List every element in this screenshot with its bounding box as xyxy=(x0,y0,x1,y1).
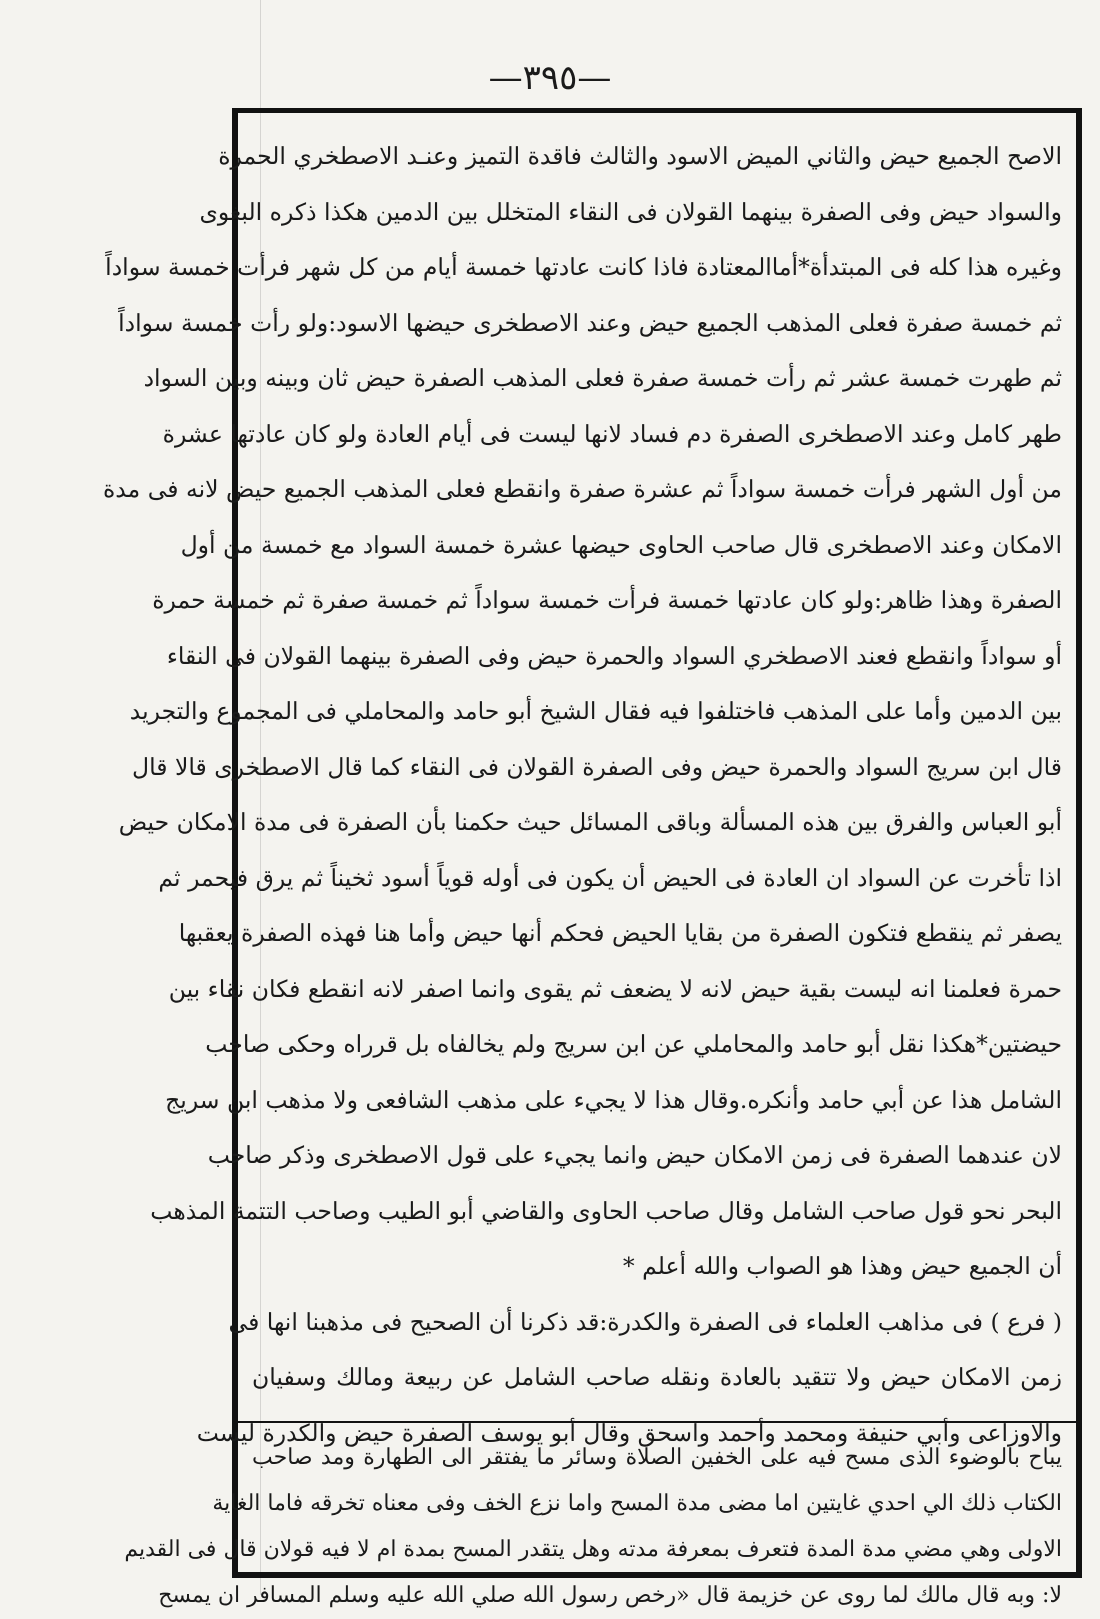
footnote-line: لا: وبه قال مالك لما روى عن خزيمة قال «رخص رسول الله صلي الله عليه وسلم المسافر ان يمسح xyxy=(158,1583,1062,1608)
text-line: قال ابن سريج السواد والحمرة حيض وفى الصفرة القولان فى النقاء كما قال الاصطخرى قالا قال xyxy=(132,752,1062,781)
text-line: ثم خمسة صفرة فعلى المذهب الجميع حيض وعند الاصطخرى حيضها الاسود:ولو رأت خمسة سواداً xyxy=(118,308,1062,337)
text-line: البحر نحو قول صاحب الشامل وقال صاحب الحاوى والقاضي أبو الطيب وصاحب التتمة المذهب xyxy=(150,1196,1062,1225)
footnote-divider xyxy=(238,1421,1076,1423)
text-line: من أول الشهر فرأت خمسة سواداً ثم عشرة صفرة وانقطع فعلى المذهب الجميع حيض لانه فى مدة xyxy=(102,475,1062,503)
footnote-line: الكتاب ذلك الي احدي غايتين اما مضى مدة المسح واما نزع الخف وفى معناه تخرقه فاما الغاية xyxy=(212,1491,1062,1516)
text-line: أو سواداً وانقطع فعند الاصطخري السواد والحمرة حيض وفى الصفرة بينهما القولان فى النقاء xyxy=(166,641,1062,670)
text-line: الشامل هذا عن أبي حامد وأنكره.وقال هذا لا يجيء على مذهب الشافعى ولا مذهب ابن سريج xyxy=(165,1085,1062,1114)
text-line: حيضتين*هكذا نقل أبو حامد والمحاملي عن ابن سريج ولم يخالفاه بل قرراه وحكى صاحب xyxy=(205,1030,1062,1058)
text-line: أن الجميع حيض وهذا هو الصواب والله أعلم * xyxy=(622,1252,1062,1280)
text-line: والسواد حيض وفى الصفرة بينهما القولان فى النقاء المتخلل بين الدمين هكذا ذكره البغوى xyxy=(199,197,1062,226)
text-frame xyxy=(102,108,1082,1608)
text-line: حمرة فعلمنا انه ليست بقية حيض لانه لا يضعف ثم يقوى وانما اصفر لانه انقطع فكان نقاء بين xyxy=(168,974,1062,1003)
footnote-line: يباح بالوضوء الذى مسح فيه على الخفين الصلاة وسائر ما يفتقر الى الطهارة ومد صاحب xyxy=(252,1445,1062,1470)
text-line: ( فرع ) فى مذاهب العلماء فى الصفرة والكدرة:قد ذكرنا أن الصحيح فى مذهبنا انها فى xyxy=(228,1307,1062,1336)
text-line: زمن الامكان حيض ولا تتقيد بالعادة ونقله صاحب الشامل عن ربيعة ومالك وسفيان xyxy=(252,1363,1062,1391)
text-line: الامكان وعند الاصطخرى قال صاحب الحاوى حيضها عشرة خمسة السواد مع خمسة من أول xyxy=(180,530,1062,559)
text-line: وغيره هذا كله فى المبتدأة*أماالمعتادة فاذا كانت عادتها خمسة أيام من كل شهر فرأت خمسة سواداً xyxy=(105,253,1062,281)
page-number: —٣٩٥— xyxy=(488,58,612,98)
text-line: يصفر ثم ينقطع فتكون الصفرة من بقايا الحيض فحكم أنها حيض وأما هنا فهذه الصفرة يعقبها xyxy=(178,919,1062,947)
text-line: الصفرة وهذا ظاهر:ولو كان عادتها خمسة فرأت خمسة سواداً ثم خمسة صفرة ثم خمسة حمرة xyxy=(152,586,1062,614)
text-line: بين الدمين وأما على المذهب فاختلفوا فيه فقال الشيخ أبو حامد والمحاملي فى المجموع والتجريد xyxy=(129,697,1062,725)
text-line: أبو العباس والفرق بين هذه المسألة وباقى المسائل حيث حكمنا بأن الصفرة فى مدة الامكان حيض xyxy=(118,808,1062,836)
footnote-line: الاولى وهي مضي مدة المدة فتعرف بمعرفة مدته وهل يتقدر المسح بمدة ام لا فيه قولان قال فى القديم xyxy=(124,1537,1062,1562)
text-line: اذا تأخرت عن السواد ان العادة فى الحيض أن يكون فى أوله قوياً أسود ثخيناً ثم يرق فيحمر ثم xyxy=(158,863,1062,892)
text-line: لان عندهما الصفرة فى زمن الامكان حيض وانما يجيء على قول الاصطخرى وذكر صاحب xyxy=(207,1141,1062,1169)
text-line: والاوزاعى وأبي حنيفة ومحمد وأحمد واسحق وقال أبو يوسف الصفرة حيض والكدرة ليست xyxy=(196,1418,1062,1447)
text-line: ثم طهرت خمسة عشر ثم رأت خمسة صفرة فعلى المذهب الصفرة حيض ثان وبينه وبين السواد xyxy=(143,364,1062,392)
main-text xyxy=(102,129,1062,1461)
footnote-text xyxy=(124,1435,1062,1619)
text-line: الاصح الجميع حيض والثاني الميض الاسود والثالث فاقدة التميز وعنـد الاصطخري الحمرة xyxy=(218,142,1062,170)
text-line: طهر كامل وعند الاصطخرى الصفرة دم فساد لانها ليست فى أيام العادة ولو كان عادتها عشرة xyxy=(162,419,1062,448)
